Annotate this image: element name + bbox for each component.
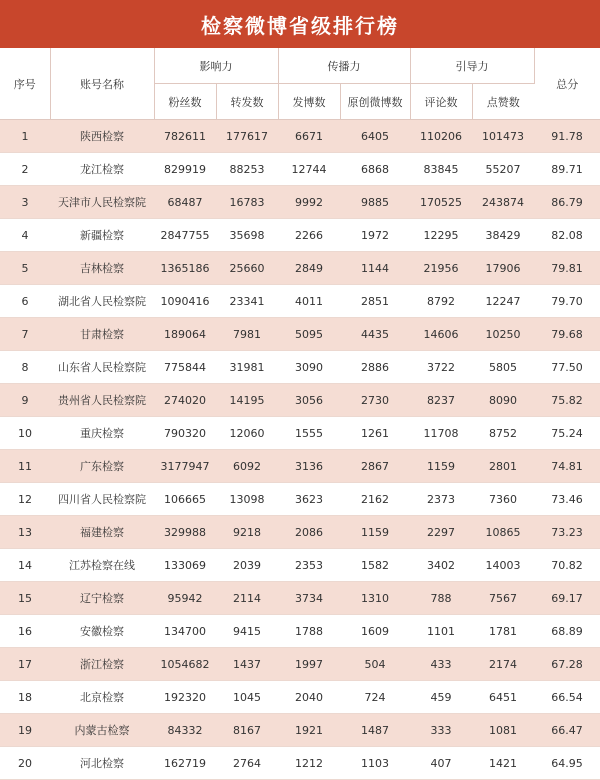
cell-comments: 459 <box>410 681 472 714</box>
cell-posts: 5095 <box>278 318 340 351</box>
cell-total: 79.68 <box>534 318 600 351</box>
cell-rank: 6 <box>0 285 50 318</box>
header-influence: 影响力 <box>154 48 278 84</box>
table-body <box>0 120 600 780</box>
cell-posts: 2266 <box>278 219 340 252</box>
cell-reposts: 177617 <box>216 120 278 153</box>
cell-total: 68.89 <box>534 615 600 648</box>
cell-comments: 21956 <box>410 252 472 285</box>
cell-total: 79.70 <box>534 285 600 318</box>
table-row <box>0 219 600 252</box>
cell-total: 70.82 <box>534 549 600 582</box>
cell-original: 1582 <box>340 549 410 582</box>
cell-total: 73.46 <box>534 483 600 516</box>
cell-comments: 2373 <box>410 483 472 516</box>
cell-fans: 790320 <box>154 417 216 450</box>
cell-likes: 1781 <box>472 615 534 648</box>
header-likes: 点赞数 <box>472 84 534 120</box>
header-name: 账号名称 <box>50 48 154 120</box>
cell-posts: 2086 <box>278 516 340 549</box>
cell-name: 甘肃检察 <box>50 318 154 351</box>
cell-name: 四川省人民检察院 <box>50 483 154 516</box>
cell-fans: 95942 <box>154 582 216 615</box>
cell-fans: 1090416 <box>154 285 216 318</box>
table-row <box>0 681 600 714</box>
table-row <box>0 747 600 780</box>
cell-reposts: 23341 <box>216 285 278 318</box>
cell-original: 1144 <box>340 252 410 285</box>
cell-fans: 2847755 <box>154 219 216 252</box>
cell-total: 82.08 <box>534 219 600 252</box>
page-title: 检察微博省级排行榜 <box>0 0 600 48</box>
cell-original: 1261 <box>340 417 410 450</box>
header-posts: 发博数 <box>278 84 340 120</box>
cell-rank: 7 <box>0 318 50 351</box>
cell-name: 辽宁检察 <box>50 582 154 615</box>
cell-fans: 829919 <box>154 153 216 186</box>
cell-original: 1972 <box>340 219 410 252</box>
cell-likes: 2801 <box>472 450 534 483</box>
cell-name: 内蒙古检察 <box>50 714 154 747</box>
table-row <box>0 351 600 384</box>
cell-reposts: 2039 <box>216 549 278 582</box>
cell-fans: 782611 <box>154 120 216 153</box>
cell-comments: 8792 <box>410 285 472 318</box>
cell-original: 4435 <box>340 318 410 351</box>
cell-fans: 1054682 <box>154 648 216 681</box>
cell-reposts: 2114 <box>216 582 278 615</box>
cell-comments: 14606 <box>410 318 472 351</box>
cell-posts: 1555 <box>278 417 340 450</box>
cell-rank: 14 <box>0 549 50 582</box>
cell-fans: 1365186 <box>154 252 216 285</box>
cell-original: 2851 <box>340 285 410 318</box>
cell-reposts: 35698 <box>216 219 278 252</box>
cell-reposts: 1045 <box>216 681 278 714</box>
cell-rank: 17 <box>0 648 50 681</box>
cell-name: 北京检察 <box>50 681 154 714</box>
cell-likes: 38429 <box>472 219 534 252</box>
cell-posts: 4011 <box>278 285 340 318</box>
cell-likes: 55207 <box>472 153 534 186</box>
cell-name: 龙江检察 <box>50 153 154 186</box>
cell-reposts: 9218 <box>216 516 278 549</box>
cell-posts: 3734 <box>278 582 340 615</box>
cell-reposts: 9415 <box>216 615 278 648</box>
cell-original: 2886 <box>340 351 410 384</box>
cell-name: 山东省人民检察院 <box>50 351 154 384</box>
cell-reposts: 25660 <box>216 252 278 285</box>
cell-likes: 6451 <box>472 681 534 714</box>
header-total: 总分 <box>534 48 600 120</box>
cell-likes: 1421 <box>472 747 534 780</box>
cell-original: 1159 <box>340 516 410 549</box>
cell-likes: 101473 <box>472 120 534 153</box>
cell-likes: 5805 <box>472 351 534 384</box>
cell-fans: 106665 <box>154 483 216 516</box>
cell-posts: 1997 <box>278 648 340 681</box>
cell-reposts: 1437 <box>216 648 278 681</box>
header-comments: 评论数 <box>410 84 472 120</box>
cell-comments: 11708 <box>410 417 472 450</box>
cell-likes: 10865 <box>472 516 534 549</box>
cell-reposts: 13098 <box>216 483 278 516</box>
cell-name: 广东检察 <box>50 450 154 483</box>
cell-fans: 133069 <box>154 549 216 582</box>
cell-total: 86.79 <box>534 186 600 219</box>
cell-reposts: 12060 <box>216 417 278 450</box>
header-spread: 传播力 <box>278 48 410 84</box>
cell-total: 74.81 <box>534 450 600 483</box>
header-rank: 序号 <box>0 48 50 120</box>
cell-likes: 8090 <box>472 384 534 417</box>
cell-comments: 110206 <box>410 120 472 153</box>
cell-rank: 13 <box>0 516 50 549</box>
header-reposts: 转发数 <box>216 84 278 120</box>
cell-rank: 16 <box>0 615 50 648</box>
cell-reposts: 88253 <box>216 153 278 186</box>
cell-name: 安徽检察 <box>50 615 154 648</box>
cell-fans: 68487 <box>154 186 216 219</box>
cell-posts: 2040 <box>278 681 340 714</box>
cell-reposts: 31981 <box>216 351 278 384</box>
cell-total: 67.28 <box>534 648 600 681</box>
cell-posts: 1921 <box>278 714 340 747</box>
cell-original: 9885 <box>340 186 410 219</box>
cell-likes: 7360 <box>472 483 534 516</box>
cell-comments: 12295 <box>410 219 472 252</box>
cell-posts: 1212 <box>278 747 340 780</box>
cell-name: 江苏检察在线 <box>50 549 154 582</box>
table-row <box>0 549 600 582</box>
table-row <box>0 483 600 516</box>
cell-name: 浙江检察 <box>50 648 154 681</box>
cell-comments: 333 <box>410 714 472 747</box>
cell-name: 福建检察 <box>50 516 154 549</box>
cell-fans: 274020 <box>154 384 216 417</box>
cell-likes: 243874 <box>472 186 534 219</box>
cell-original: 1487 <box>340 714 410 747</box>
cell-name: 吉林检察 <box>50 252 154 285</box>
table-row <box>0 384 600 417</box>
cell-reposts: 7981 <box>216 318 278 351</box>
cell-comments: 170525 <box>410 186 472 219</box>
cell-name: 天津市人民检察院 <box>50 186 154 219</box>
cell-fans: 775844 <box>154 351 216 384</box>
cell-total: 79.81 <box>534 252 600 285</box>
cell-posts: 12744 <box>278 153 340 186</box>
cell-comments: 8237 <box>410 384 472 417</box>
table-row <box>0 615 600 648</box>
cell-fans: 134700 <box>154 615 216 648</box>
table-row <box>0 153 600 186</box>
cell-total: 66.54 <box>534 681 600 714</box>
cell-fans: 162719 <box>154 747 216 780</box>
table-row <box>0 252 600 285</box>
cell-likes: 14003 <box>472 549 534 582</box>
cell-comments: 3402 <box>410 549 472 582</box>
cell-likes: 8752 <box>472 417 534 450</box>
table-row <box>0 648 600 681</box>
cell-reposts: 6092 <box>216 450 278 483</box>
cell-total: 91.78 <box>534 120 600 153</box>
cell-rank: 12 <box>0 483 50 516</box>
cell-original: 6405 <box>340 120 410 153</box>
cell-reposts: 16783 <box>216 186 278 219</box>
header-fans: 粉丝数 <box>154 84 216 120</box>
cell-comments: 83845 <box>410 153 472 186</box>
cell-likes: 12247 <box>472 285 534 318</box>
cell-original: 2730 <box>340 384 410 417</box>
cell-likes: 2174 <box>472 648 534 681</box>
cell-comments: 407 <box>410 747 472 780</box>
cell-comments: 3722 <box>410 351 472 384</box>
table-row <box>0 186 600 219</box>
cell-total: 89.71 <box>534 153 600 186</box>
cell-rank: 15 <box>0 582 50 615</box>
cell-posts: 1788 <box>278 615 340 648</box>
cell-original: 504 <box>340 648 410 681</box>
cell-name: 陕西检察 <box>50 120 154 153</box>
cell-name: 河北检察 <box>50 747 154 780</box>
table-row <box>0 450 600 483</box>
cell-total: 77.50 <box>534 351 600 384</box>
ranking-table <box>0 48 600 780</box>
cell-rank: 8 <box>0 351 50 384</box>
table-row <box>0 516 600 549</box>
cell-reposts: 8167 <box>216 714 278 747</box>
cell-reposts: 2764 <box>216 747 278 780</box>
cell-likes: 17906 <box>472 252 534 285</box>
cell-fans: 189064 <box>154 318 216 351</box>
cell-posts: 3056 <box>278 384 340 417</box>
cell-fans: 3177947 <box>154 450 216 483</box>
cell-name: 贵州省人民检察院 <box>50 384 154 417</box>
cell-likes: 7567 <box>472 582 534 615</box>
cell-fans: 84332 <box>154 714 216 747</box>
cell-total: 75.24 <box>534 417 600 450</box>
cell-likes: 1081 <box>472 714 534 747</box>
cell-rank: 1 <box>0 120 50 153</box>
cell-name: 新疆检察 <box>50 219 154 252</box>
cell-original: 2162 <box>340 483 410 516</box>
cell-rank: 10 <box>0 417 50 450</box>
cell-original: 1310 <box>340 582 410 615</box>
cell-rank: 4 <box>0 219 50 252</box>
cell-original: 1609 <box>340 615 410 648</box>
table-row <box>0 582 600 615</box>
cell-original: 724 <box>340 681 410 714</box>
cell-comments: 2297 <box>410 516 472 549</box>
header-original: 原创微博数 <box>340 84 410 120</box>
cell-comments: 433 <box>410 648 472 681</box>
cell-posts: 3090 <box>278 351 340 384</box>
cell-rank: 11 <box>0 450 50 483</box>
cell-comments: 788 <box>410 582 472 615</box>
cell-original: 1103 <box>340 747 410 780</box>
table-row <box>0 417 600 450</box>
cell-likes: 10250 <box>472 318 534 351</box>
cell-rank: 19 <box>0 714 50 747</box>
cell-rank: 9 <box>0 384 50 417</box>
cell-name: 湖北省人民检察院 <box>50 285 154 318</box>
cell-total: 64.95 <box>534 747 600 780</box>
cell-posts: 3136 <box>278 450 340 483</box>
cell-comments: 1101 <box>410 615 472 648</box>
cell-posts: 9992 <box>278 186 340 219</box>
table-row <box>0 318 600 351</box>
table-row <box>0 714 600 747</box>
cell-total: 73.23 <box>534 516 600 549</box>
cell-original: 2867 <box>340 450 410 483</box>
cell-reposts: 14195 <box>216 384 278 417</box>
table-row <box>0 120 600 153</box>
header-row-group <box>0 48 600 84</box>
header-guide: 引导力 <box>410 48 534 84</box>
cell-rank: 2 <box>0 153 50 186</box>
cell-posts: 3623 <box>278 483 340 516</box>
cell-total: 75.82 <box>534 384 600 417</box>
cell-posts: 2849 <box>278 252 340 285</box>
cell-total: 69.17 <box>534 582 600 615</box>
cell-name: 重庆检察 <box>50 417 154 450</box>
cell-total: 66.47 <box>534 714 600 747</box>
cell-rank: 20 <box>0 747 50 780</box>
cell-posts: 2353 <box>278 549 340 582</box>
cell-fans: 329988 <box>154 516 216 549</box>
table-row <box>0 285 600 318</box>
cell-comments: 1159 <box>410 450 472 483</box>
cell-fans: 192320 <box>154 681 216 714</box>
cell-rank: 5 <box>0 252 50 285</box>
cell-rank: 3 <box>0 186 50 219</box>
cell-rank: 18 <box>0 681 50 714</box>
cell-original: 6868 <box>340 153 410 186</box>
cell-posts: 6671 <box>278 120 340 153</box>
